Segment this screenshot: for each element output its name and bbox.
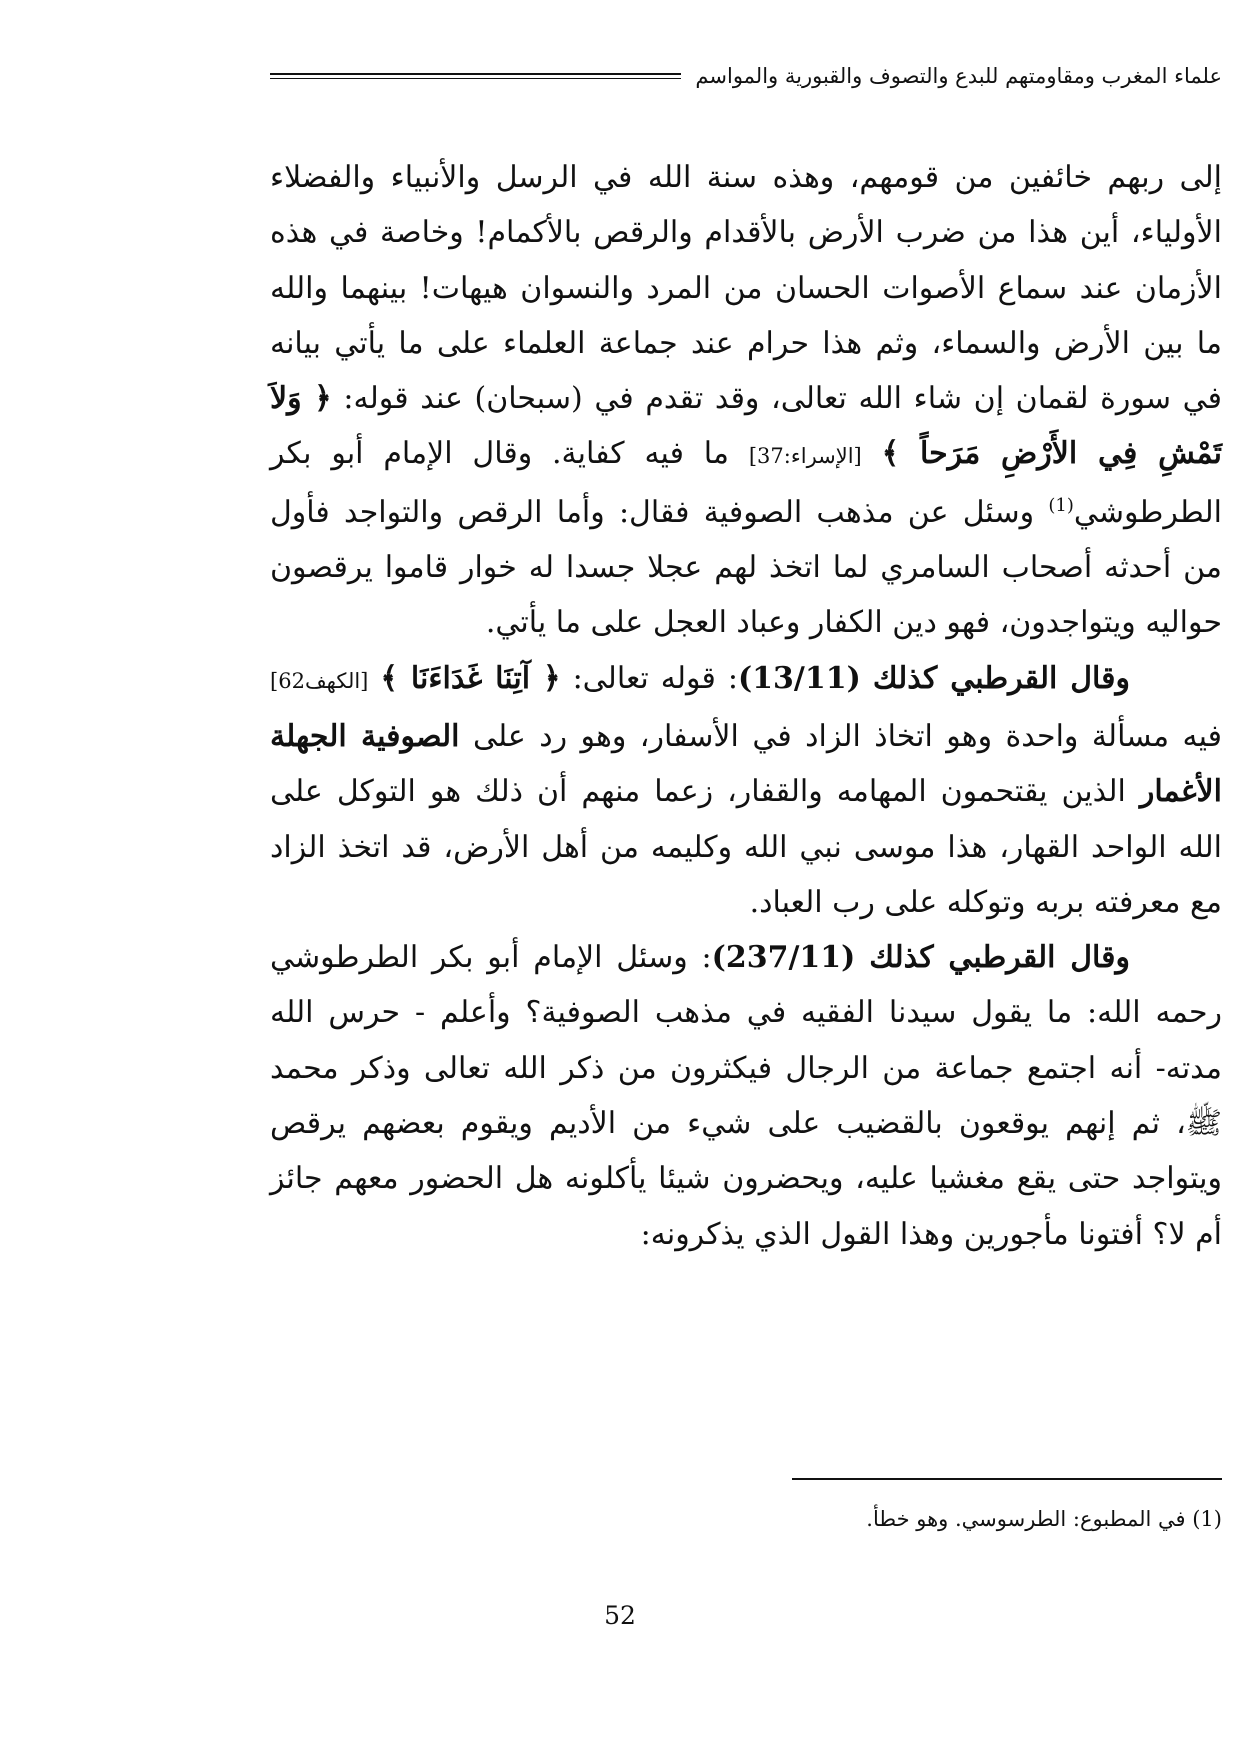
paragraph-3-citation: (237/11) xyxy=(711,940,856,976)
paragraph-1-text-end: وسئل عن مذهب الصوفية فقال: وأما الرقص والتواجد فأول من أحدثه أصحاب السامري لما اتخذ لهم عجلا جسدا له خوار قاموا يرقصون حواليه ويتواجدون، فهو دين الكفار وعباد العجل على ما يأتي. xyxy=(270,494,1222,641)
paragraph-2-lead: وقال القرطبي كذلك xyxy=(872,660,1131,696)
verse-reference: [الكهف62] xyxy=(270,668,369,693)
page-number: 52 xyxy=(604,1601,636,1630)
paragraph-2-bold-phrase: الصوفية الجهلة الأغمار xyxy=(270,718,1222,810)
footnote-marker: (1) xyxy=(1048,494,1074,516)
paragraph-3-lead: وقال القرطبي كذلك xyxy=(869,940,1130,976)
paragraph-2-text: : قوله تعالى: xyxy=(572,660,738,696)
paragraph-1-text-continued: ما فيه كفاية. وقال الإمام أبو بكر الطرطوشي xyxy=(270,436,1222,530)
paragraph-1 xyxy=(270,150,1222,651)
paragraph-2-citation: (13/11) xyxy=(737,660,861,696)
paragraph-2-text-continued: فيه مسألة واحدة وهو اتخاذ الزاد في الأسفار، وهو رد على xyxy=(472,718,1222,754)
body-text xyxy=(270,150,1222,1262)
running-header xyxy=(270,56,1222,96)
paragraph-2-text-end: الذين يقتحمون المهامه والقفار، زعما منهم أن ذلك هو التوكل على الله الواحد القهار، هذا موسى نبي الله وكليمه من أهل الأرض، قد اتخذ الزاد مع معرفته بربه وتوكله على رب العباد. xyxy=(270,774,1222,920)
footnote-rule xyxy=(792,1478,1222,1480)
running-title: علماء المغرب ومقاومتهم للبدع والتصوف والقبورية والمواسم xyxy=(695,63,1222,88)
paragraph-3-text: : وسئل الإمام أبو بكر الطرطوشي رحمه الله: ما يقول سيدنا الفقيه في مذهب الصوفية؟ وأعلم - حرس الله مدته- أنه اجتمع جماعة من الرجال فيكثرون من ذكر الله تعالى وذكر محمد ﷺ، ثم إنهم يوقعون بالقضيب على شيء من الأديم ويقوم بعضهم يرقص ويتواجد حتى يقع مغشيا عليه، ويحضرون شيئا يأكلونه هل الحضور معهم جائز أم لا؟ أفتونا مأجورين وهذا القول الذي يذكرونه: xyxy=(270,940,1222,1252)
paragraph-3 xyxy=(270,930,1222,1262)
verse-reference: [الإسراء:37] xyxy=(748,444,862,469)
quran-verse: ﴿ آتِنَا غَدَاءَنَا ﴾ xyxy=(380,660,561,696)
quran-verse: ﴿ وَلاَ تَمْشِ فِي الأَرْضِ مَرَحاً ﴾ xyxy=(270,381,1223,472)
header-rule xyxy=(270,73,681,79)
footnote: (1) في المطبوع: الطرسوسي. وهو خطأ. xyxy=(866,1507,1222,1531)
paragraph-1-text: إلى ربهم خائفين من قومهم، وهذه سنة الله في الرسل والأنبياء والفضلاء الأولياء، أين هذا من ضرب الأرض بالأقدام والرقص بالأكمام! وخاصة في هذه الأزمان عند سماع الأصوات الحسان من المرد والنسوان هيهات! بينهما والله ما بين الأرض والسماء، وثم هذا حرام عند جماعة العلماء على ما يأتي بيانه في سورة لقمان إن شاء الله تعالى، وقد تقدم في (سبحان) عند قوله: xyxy=(270,160,1222,417)
paragraph-2 xyxy=(270,651,1222,930)
